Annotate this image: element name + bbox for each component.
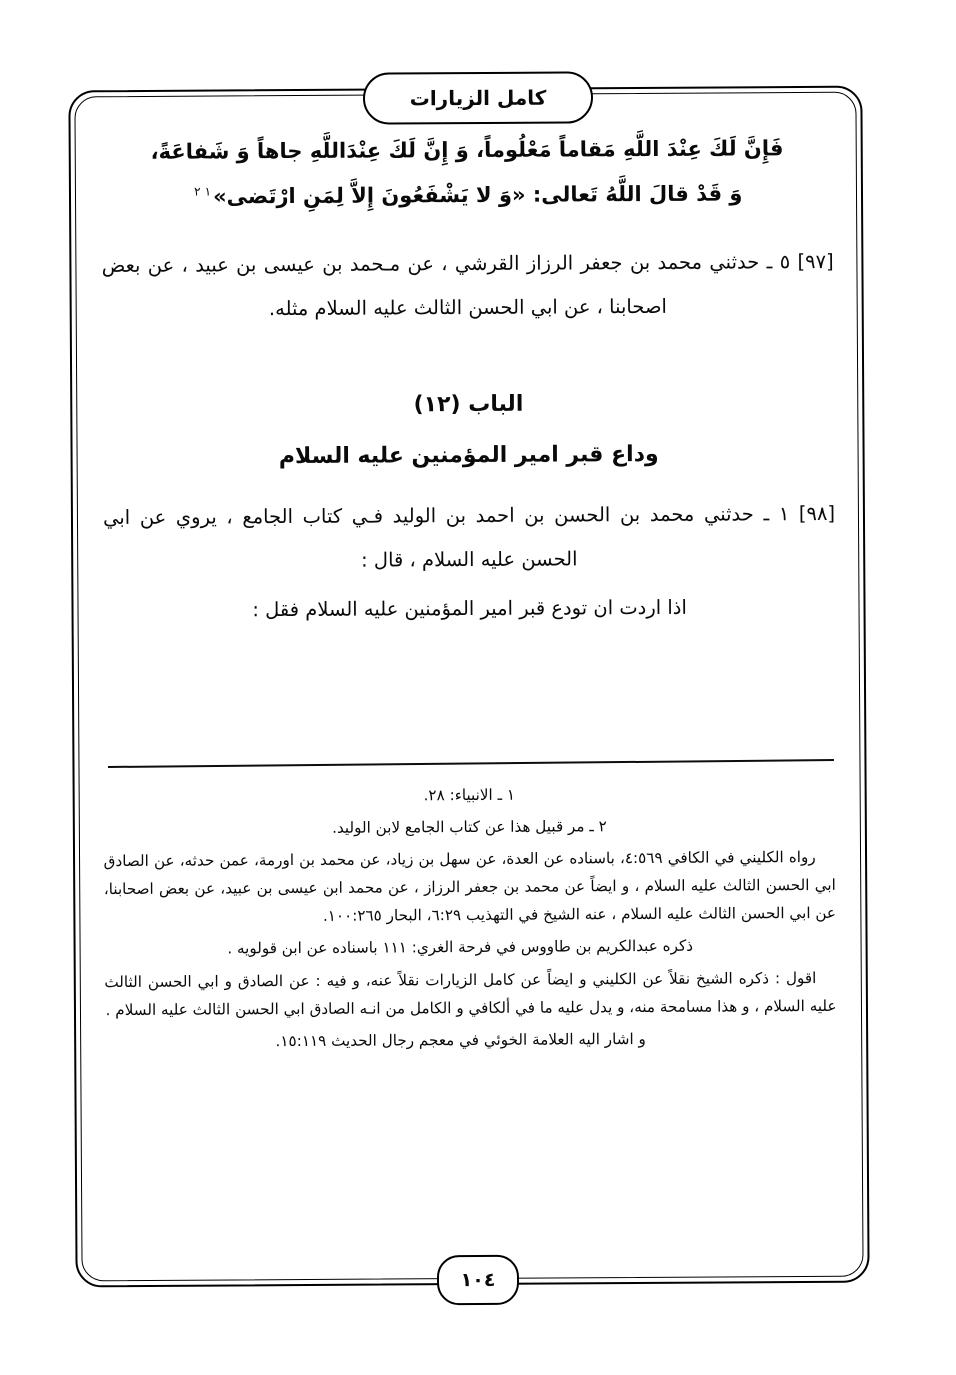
hadith-entry-98: [103, 492, 835, 584]
chapter-number: الباب (١٢): [413, 391, 524, 417]
footnote-source-kafi: رواه الكليني في الكافي ٤:٥٦٩، باسناده عن العدة، عن سهل بن زياد، عن محمد بن اورمة، عمن حدثه، عن الصادق ابي الحسن الثالث عليه السلام ، و ايضاً عن محمد بن جعفر الرزاز ، عن محمد ابن عيسى بن عبيد، عن بعض اصحابنا، عن ابي الحسن الثالث عليه السلام ، عنه الشيخ في التهذيب ٦:٢٩، البحار ١٠٠:٢٦٥.: [103, 848, 837, 925]
invocation-line-1: فَإِنَّ لَكَ عِنْدَ اللَّهِ مَقاماً مَعْلُوماً، وَ إِنَّ لَكَ عِنْدَاللَّهِ جاهاً وَ شَفاعَةً،: [150, 136, 784, 164]
footnote-1-marker: ١ ـ: [497, 785, 516, 804]
footnote-item-2: [103, 812, 835, 844]
footnote-2-text: مر قبيل هذا عن كتاب الجامع لابن الوليد.: [332, 816, 585, 837]
footnote-marker-2: ٢: [194, 184, 201, 199]
book-title: كامل الزيارات: [409, 85, 547, 111]
footnote-marker-1: ١: [204, 184, 212, 199]
running-header-badge: [363, 71, 593, 124]
hadith-98-text-part2: اذا اردت ان تودع قبر امير المؤمنين عليه السلام فقل :: [252, 596, 687, 622]
hadith-97-text: حدثني محمد بن جعفر الرزاز القرشي ، عن مـحمد بن عيسى بن عبيد ، عن بعض اصحابنا ، عن ابي الحسن الثالث عليه السلام مثله.: [101, 250, 760, 320]
chapter-title: وداع قبر امير المؤمنين عليه السلام: [278, 441, 659, 469]
hadith-97-number: [٩٧] ٥ ـ: [766, 249, 834, 274]
footnote-2-marker: ٢ ـ: [589, 816, 607, 835]
hadith-98-text-part1: حدثني محمد بن الحسن بن احمد بن الوليد فـي كتاب الجامع ، يروي عن ابي الحسن عليه السلام ، قال :: [103, 502, 754, 572]
chapter-heading: [102, 390, 834, 470]
page-number-badge: [437, 1255, 519, 1305]
page-number: ١٠٤: [460, 1268, 496, 1292]
invocation-line-2: [101, 173, 833, 218]
quran-quote-text: وَ قَدْ قالَ اللَّهُ تَعالى: «وَ لا يَشْفَعُونَ إِلاَّ لِمَنِ ارْتَضى»: [212, 181, 743, 209]
hadith-98-number: [٩٨] ١ ـ: [763, 501, 836, 525]
hadith-entry-97: [102, 240, 834, 332]
footnote-area: [103, 780, 837, 1059]
footnote-1-text: الانبياء: ٢٨.: [423, 785, 493, 805]
footnote-item-1: [103, 780, 835, 812]
opening-invocation: [101, 128, 833, 218]
footnote-commentary-aqul: اقول : ذكره الشيخ نقلاً عن الكليني و ايضاً عن كامل الزيارات نقلاً عنه، و فيه : عن الصادق و ابي الحسن الثالث عليه السلام ، و هذا مسامحة منه، و يدل عليه ما في ألكافي و الكامل من انـه الصادق ابي الحسن الثالث عليه السلام .: [104, 968, 837, 1019]
footnote-source-mujam-rijal: و اشار اليه العلامة الخوئي في معجم رجال الحديث ١٥:١١٩.: [275, 1030, 646, 1051]
footnote-source-farhat-ghari: ذكره عبدالكريم بن طاووس في فرحة الغري: ١١١ باسناده عن ابن قولويه .: [227, 936, 694, 958]
page-text-body: [101, 116, 839, 1250]
hadith-98-continuation: [103, 585, 835, 633]
